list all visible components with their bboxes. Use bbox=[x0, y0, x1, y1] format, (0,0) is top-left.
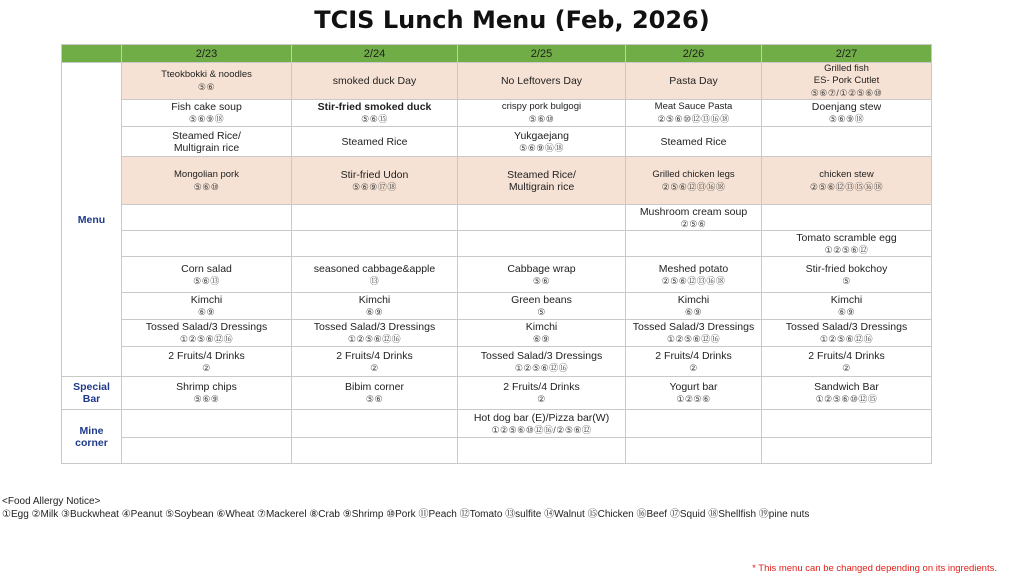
allergen-codes: ⑤⑥ bbox=[532, 275, 551, 286]
date-header: 2/24 bbox=[292, 45, 458, 63]
dish-name: Tossed Salad/3 Dressings bbox=[480, 349, 603, 362]
allergy-notice-list: ①Egg ②Milk ③Buckwheat ④Peanut ⑤Soybean ⑥Wheat ⑦Mackerel ⑧Crab ⑨Shrimp ⑩Pork ⑪Peach ⑫Tomato ⑬sulfite ⑭Walnut ⑮Chicken ⑯Beef ⑰Squid ⑱Shellfish ⑲pine nuts bbox=[2, 509, 810, 520]
corner-cell bbox=[62, 45, 122, 63]
dish-name: Green beans bbox=[511, 294, 572, 306]
dish-name: Stir-fried bokchoy bbox=[805, 262, 888, 275]
dish-name: 2 Fruits/4 Drinks bbox=[336, 349, 413, 362]
allergen-codes: ⑤⑥⑨⑱ bbox=[188, 114, 225, 124]
menu-cell bbox=[122, 347, 292, 377]
menu-cell bbox=[292, 205, 458, 231]
dish-name: Kimchi bbox=[190, 294, 223, 306]
menu-cell bbox=[458, 377, 626, 410]
menu-cell bbox=[458, 100, 626, 127]
menu-cell bbox=[458, 257, 626, 293]
dish-name: Bibim corner bbox=[345, 381, 404, 393]
empty-cell bbox=[762, 438, 932, 464]
dish-name: Steamed Rice/ Multigrain rice bbox=[507, 168, 576, 193]
menu-cell bbox=[292, 100, 458, 127]
allergen-codes: ⑤⑥⑨⑱ bbox=[828, 114, 865, 124]
dish-name: Steamed Rice bbox=[660, 135, 727, 148]
menu-row bbox=[62, 293, 932, 320]
date-header-row bbox=[62, 45, 932, 63]
menu-row bbox=[62, 347, 932, 377]
allergen-codes: ⑤⑥ bbox=[197, 82, 216, 92]
menu-cell bbox=[762, 63, 932, 100]
dish-name: Grilled chicken legs bbox=[652, 168, 735, 180]
menu-change-footnote: * This menu can be changed depending on its ingredients. bbox=[752, 563, 997, 574]
dish-name: Pasta Day bbox=[669, 75, 718, 87]
allergen-codes: ⑤⑥⑩ bbox=[193, 181, 220, 192]
dish-name: Steamed Rice bbox=[341, 135, 408, 148]
menu-row bbox=[62, 157, 932, 205]
allergen-codes: ①②⑤⑥ bbox=[676, 394, 711, 404]
menu-cell bbox=[626, 127, 762, 157]
allergen-codes: ①②⑤⑥⑫⑯ bbox=[347, 334, 402, 344]
allergen-codes: ②⑤⑥⑫⑬⑮⑯⑱ bbox=[809, 181, 884, 192]
menu-cell bbox=[122, 320, 292, 347]
menu-cell bbox=[458, 231, 626, 257]
menu-cell bbox=[292, 293, 458, 320]
menu-cell bbox=[122, 257, 292, 293]
allergen-codes: ②⑤⑥ bbox=[680, 218, 707, 229]
dish-name: 2 Fruits/4 Drinks bbox=[655, 349, 732, 362]
menu-cell bbox=[122, 63, 292, 100]
menu-cell bbox=[626, 347, 762, 377]
date-header: 2/27 bbox=[762, 45, 932, 63]
dish-name: 2 Fruits/4 Drinks bbox=[168, 349, 245, 362]
allergen-codes: ①②⑤⑥⑩⑫⑮ bbox=[815, 394, 878, 404]
allergen-codes: ①②⑤⑥⑫ bbox=[824, 244, 869, 255]
dish-name: Shrimp chips bbox=[176, 381, 237, 393]
dish-name: Kimchi bbox=[830, 294, 863, 306]
empty-row bbox=[62, 438, 932, 464]
allergen-codes: ①②⑤⑥⑫⑯ bbox=[179, 334, 234, 344]
allergen-codes: ② bbox=[842, 362, 851, 373]
dish-name: Tossed Salad/3 Dressings bbox=[785, 321, 908, 333]
date-header: 2/26 bbox=[626, 45, 762, 63]
dish-name: Mongolian pork bbox=[174, 168, 239, 180]
allergen-codes: ② bbox=[689, 362, 698, 373]
menu-cell bbox=[626, 100, 762, 127]
dish-name: Tomato scramble egg bbox=[796, 231, 897, 244]
menu-cell bbox=[626, 257, 762, 293]
menu-cell bbox=[626, 377, 762, 410]
menu-cell bbox=[762, 231, 932, 257]
allergen-codes: ⑬ bbox=[369, 275, 380, 286]
menu-cell bbox=[458, 410, 626, 438]
mine-corner-row bbox=[62, 410, 932, 438]
allergen-codes: ⑤ bbox=[537, 307, 546, 317]
dish-name: Corn salad bbox=[181, 262, 232, 275]
allergen-codes: ⑥⑨ bbox=[365, 307, 384, 317]
allergen-codes: ② bbox=[370, 362, 379, 373]
allergen-codes: ⑥⑨ bbox=[532, 334, 551, 344]
dish-name: smoked duck Day bbox=[332, 75, 417, 87]
menu-cell bbox=[626, 293, 762, 320]
special-bar-row bbox=[62, 377, 932, 410]
menu-cell bbox=[458, 320, 626, 347]
menu-cell bbox=[122, 231, 292, 257]
dish-name: Doenjang stew bbox=[811, 101, 882, 113]
dish-name: Mushroom cream soup bbox=[639, 205, 748, 218]
dish-name: Yogurt bar bbox=[669, 381, 718, 393]
menu-cell bbox=[292, 377, 458, 410]
menu-cell bbox=[626, 205, 762, 231]
menu-cell bbox=[762, 293, 932, 320]
allergen-codes: ⑤⑥⑨⑯⑱ bbox=[519, 142, 564, 153]
menu-cell bbox=[626, 410, 762, 438]
dish-name: Grilled fish ES- Pork Cutlet bbox=[813, 63, 880, 86]
menu-cell bbox=[122, 157, 292, 205]
menu-cell bbox=[762, 347, 932, 377]
menu-row bbox=[62, 257, 932, 293]
menu-cell bbox=[762, 320, 932, 347]
dish-name: No Leftovers Day bbox=[500, 75, 583, 87]
allergen-codes: ②⑤⑥⑫⑬⑯⑱ bbox=[661, 275, 726, 286]
allergen-codes: ⑤⑥ bbox=[365, 394, 384, 404]
empty-cell bbox=[626, 438, 762, 464]
allergen-codes: ⑤⑥⑮ bbox=[361, 114, 388, 124]
allergen-codes: ② bbox=[202, 362, 211, 373]
dish-name: Cabbage wrap bbox=[507, 262, 576, 275]
allergen-codes: ②⑤⑥⑫⑬⑯⑱ bbox=[661, 181, 726, 192]
allergen-codes: ⑤⑥⑨ bbox=[193, 394, 220, 404]
menu-row bbox=[62, 231, 932, 257]
menu-cell bbox=[292, 410, 458, 438]
menu-cell bbox=[292, 157, 458, 205]
menu-cell bbox=[626, 157, 762, 205]
dish-name: Steamed Rice/ Multigrain rice bbox=[172, 129, 241, 154]
dish-name: Stir-fried Udon bbox=[340, 168, 409, 181]
allergen-codes: ①②⑤⑥⑫⑯ bbox=[666, 334, 721, 344]
menu-cell bbox=[762, 410, 932, 438]
dish-name: Kimchi bbox=[358, 294, 391, 306]
page-title: TCIS Lunch Menu (Feb, 2026) bbox=[314, 6, 710, 34]
allergen-codes: ⑤⑥⑦/①②⑤⑥⑩ bbox=[810, 88, 883, 98]
dish-name: Fish cake soup bbox=[171, 101, 242, 113]
empty-cell bbox=[292, 438, 458, 464]
dish-name: Kimchi bbox=[525, 321, 558, 333]
allergen-codes: ②⑤⑥⑩⑫⑬⑯⑱ bbox=[657, 114, 730, 124]
date-header: 2/25 bbox=[458, 45, 626, 63]
menu-cell bbox=[458, 293, 626, 320]
menu-cell bbox=[762, 257, 932, 293]
empty-cell bbox=[122, 438, 292, 464]
menu-cell bbox=[762, 377, 932, 410]
dish-name: Tossed Salad/3 Dressings bbox=[145, 321, 268, 333]
allergen-codes: ⑥⑨ bbox=[197, 307, 216, 317]
dish-name: Tossed Salad/3 Dressings bbox=[313, 321, 436, 333]
allergen-codes: ② bbox=[537, 394, 546, 404]
section-label-mine-corner: Mine corner bbox=[62, 410, 122, 464]
menu-cell bbox=[626, 320, 762, 347]
dish-name: Sandwich Bar bbox=[814, 381, 879, 393]
allergen-codes: ①②⑤⑥⑫⑯ bbox=[819, 334, 874, 344]
allergy-notice-heading: <Food Allergy Notice> bbox=[2, 496, 101, 507]
dish-name: seasoned cabbage&apple bbox=[313, 262, 436, 275]
menu-cell bbox=[292, 63, 458, 100]
menu-cell bbox=[122, 127, 292, 157]
dish-name: chicken stew bbox=[819, 168, 874, 180]
menu-cell bbox=[626, 63, 762, 100]
dish-name: 2 Fruits/4 Drinks bbox=[808, 349, 885, 362]
lunch-menu-table bbox=[61, 44, 932, 464]
allergen-codes: ⑥⑨ bbox=[837, 307, 856, 317]
allergen-codes: ⑤⑥⑬ bbox=[193, 275, 220, 286]
dish-name: Meat Sauce Pasta bbox=[654, 101, 733, 112]
menu-cell bbox=[122, 293, 292, 320]
menu-cell bbox=[122, 377, 292, 410]
dish-name: 2 Fruits/4 Drinks bbox=[503, 381, 580, 393]
menu-cell bbox=[762, 100, 932, 127]
allergy-notice bbox=[2, 495, 809, 521]
menu-cell bbox=[762, 127, 932, 157]
dish-name: Stir-fried smoked duck bbox=[317, 101, 432, 113]
allergen-codes: ⑤ bbox=[842, 275, 851, 286]
allergen-codes: ⑥⑨ bbox=[684, 307, 703, 317]
menu-cell bbox=[626, 231, 762, 257]
dish-name: Tossed Salad/3 Dressings bbox=[632, 321, 755, 333]
dish-name: Kimchi bbox=[677, 294, 710, 306]
menu-cell bbox=[762, 205, 932, 231]
menu-cell bbox=[292, 257, 458, 293]
allergen-codes: ①②⑤⑥⑩⑫⑯/②⑤⑥⑫ bbox=[491, 424, 592, 435]
menu-cell bbox=[458, 127, 626, 157]
dish-name: Hot dog bar (E)/Pizza bar(W) bbox=[473, 411, 610, 424]
menu-cell bbox=[762, 157, 932, 205]
menu-cell bbox=[122, 410, 292, 438]
dish-name: Tteokbokki & noodles bbox=[161, 69, 252, 80]
menu-row bbox=[62, 100, 932, 127]
section-label-special-bar: Special Bar bbox=[62, 377, 122, 410]
menu-row bbox=[62, 127, 932, 157]
menu-cell bbox=[458, 347, 626, 377]
menu-row bbox=[62, 320, 932, 347]
menu-cell bbox=[122, 100, 292, 127]
menu-cell bbox=[292, 320, 458, 347]
menu-row bbox=[62, 63, 932, 100]
allergen-codes: ①②⑤⑥⑫⑯ bbox=[514, 362, 569, 373]
menu-cell bbox=[458, 157, 626, 205]
date-header: 2/23 bbox=[122, 45, 292, 63]
allergen-codes: ⑤⑥⑩ bbox=[528, 114, 555, 124]
menu-row bbox=[62, 205, 932, 231]
menu-cell bbox=[458, 63, 626, 100]
menu-cell bbox=[122, 205, 292, 231]
menu-cell bbox=[292, 347, 458, 377]
menu-cell bbox=[292, 231, 458, 257]
dish-name: Meshed potato bbox=[658, 262, 729, 275]
section-label-menu: Menu bbox=[62, 63, 122, 377]
allergen-codes: ⑤⑥⑨⑰⑱ bbox=[352, 181, 397, 192]
menu-cell bbox=[458, 205, 626, 231]
empty-cell bbox=[458, 438, 626, 464]
dish-name: Yukgaejang bbox=[514, 129, 569, 142]
menu-cell bbox=[292, 127, 458, 157]
dish-name: crispy pork bulgogi bbox=[501, 101, 582, 112]
